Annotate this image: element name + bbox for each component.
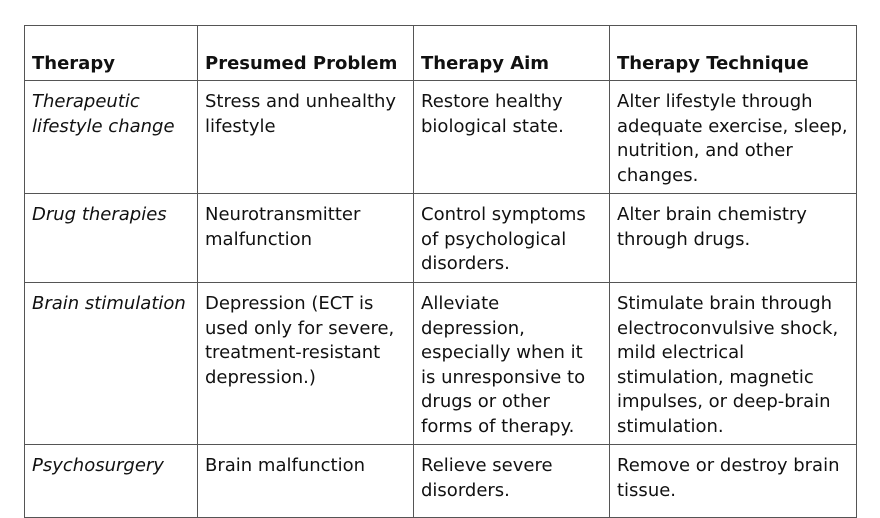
cell-therapy-aim: Restore healthy biological state. bbox=[414, 81, 610, 194]
cell-therapy: Drug therapies bbox=[25, 194, 198, 283]
cell-therapy: Psychosurgery bbox=[25, 445, 198, 518]
cell-presumed-problem: Stress and unhealthy lifestyle bbox=[198, 81, 414, 194]
cell-therapy-technique: Remove or destroy brain tissue. bbox=[610, 445, 857, 518]
therapy-comparison-table bbox=[24, 25, 857, 518]
cell-therapy-technique: Alter brain chemistry through drugs. bbox=[610, 194, 857, 283]
table-row bbox=[25, 283, 857, 445]
cell-therapy-aim: Alleviate depression, especially when it is unresponsive to drugs or other forms of therapy. bbox=[414, 283, 610, 445]
cell-presumed-problem: Depression (ECT is used only for severe, treatment-resistant depression.) bbox=[198, 283, 414, 445]
cell-presumed-problem: Brain malfunction bbox=[198, 445, 414, 518]
table-row bbox=[25, 81, 857, 194]
therapy-comparison-table-container bbox=[24, 25, 856, 518]
header-presumed-problem: Presumed Problem bbox=[198, 26, 414, 81]
header-therapy: Therapy bbox=[25, 26, 198, 81]
cell-therapy-aim: Control symptoms of psychological disorders. bbox=[414, 194, 610, 283]
cell-therapy-technique: Stimulate brain through electroconvulsive shock, mild electrical stimulation, magnetic impulses, or deep-brain stimulation. bbox=[610, 283, 857, 445]
cell-therapy: Therapeutic lifestyle change bbox=[25, 81, 198, 194]
cell-presumed-problem: Neurotransmitter malfunction bbox=[198, 194, 414, 283]
cell-therapy: Brain stimulation bbox=[25, 283, 198, 445]
header-therapy-technique: Therapy Technique bbox=[610, 26, 857, 81]
table-header-row bbox=[25, 26, 857, 81]
cell-therapy-aim: Relieve severe disorders. bbox=[414, 445, 610, 518]
table-row bbox=[25, 445, 857, 518]
header-therapy-aim: Therapy Aim bbox=[414, 26, 610, 81]
cell-therapy-technique: Alter lifestyle through adequate exercise, sleep, nutrition, and other changes. bbox=[610, 81, 857, 194]
table-row bbox=[25, 194, 857, 283]
